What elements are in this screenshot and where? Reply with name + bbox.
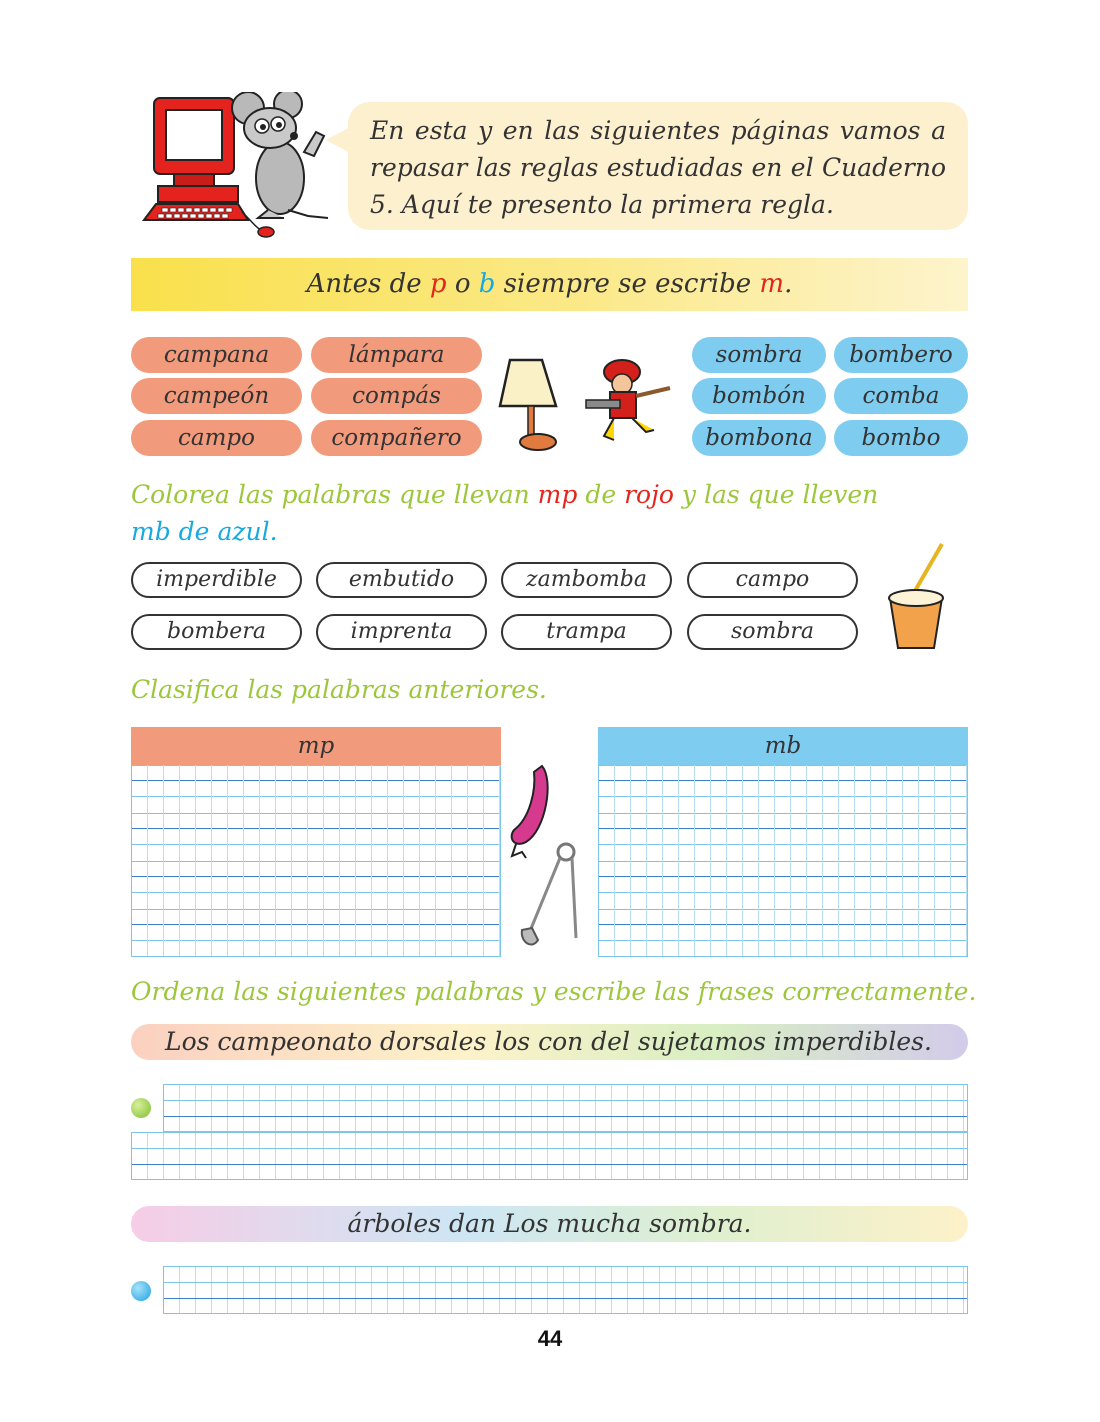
word-to-color[interactable]: bombera [131,614,302,650]
rule-letter-b: b [478,269,496,299]
rule-end: . [784,269,793,299]
mp-word-pill: compañero [311,420,482,456]
safety-pin-icon [518,842,582,952]
mb-word-pill: bombón [692,378,826,414]
instruction-order-words: Ordena las siguientes palabras y escribe las frases correctamente. [131,977,977,1006]
bullet-dot-blue [131,1281,151,1301]
scrambled-sentence-2: árboles dan Los mucha sombra. [131,1206,968,1242]
word-to-color[interactable]: imprenta [316,614,487,650]
mp-word-pill: campana [131,337,302,373]
instruction-text: Colorea las palabras que llevan [131,480,530,509]
drink-cup-icon [882,540,952,654]
instruction-text: y las que lleven [681,480,879,509]
instruction-text: de [585,480,617,509]
instruction-color-words [131,476,951,550]
mb-word-pill: bombo [834,420,968,456]
instruction-azul: azul [217,517,270,546]
word-to-color[interactable]: embutido [316,562,487,598]
mb-word-pill: sombra [692,337,826,373]
instruction-mp: mp [537,480,578,509]
answer-line-1a[interactable] [163,1084,968,1132]
speech-bubble: En esta y en las siguientes páginas vamos a repasar las reglas estudiadas en el Cuaderno 5. Aquí te presento la primera regla. [348,102,968,230]
instruction-rojo: rojo [624,480,674,509]
mb-word-pill: bombona [692,420,826,456]
mb-word-pill: comba [834,378,968,414]
mp-word-pill: lámpara [311,337,482,373]
word-to-color[interactable]: sombra [687,614,858,650]
rule-middle: siempre se escribe [503,269,752,299]
mp-word-pill: compás [311,378,482,414]
mp-word-pill: campo [131,420,302,456]
computer-mouse-illustration [138,92,338,242]
rule-letter-m: m [759,269,785,299]
word-to-color[interactable]: zambomba [501,562,672,598]
word-to-color[interactable]: imperdible [131,562,302,598]
answer-line-2[interactable] [163,1266,968,1314]
table-header-mp: mp [131,727,501,765]
rule-letter-p: p [429,269,447,299]
instruction-end: . [269,517,278,546]
firefighter-icon [582,356,678,446]
answer-line-1b[interactable] [131,1132,968,1180]
rule-before: Antes de [306,269,422,299]
word-to-color[interactable]: trampa [501,614,672,650]
mb-word-pill: bombero [834,337,968,373]
mp-word-pill: campeón [131,378,302,414]
rule-banner [131,258,968,311]
scrambled-sentence-1: Los campeonato dorsales los con del sujetamos imperdibles. [131,1024,968,1060]
rule-o: o [454,269,471,299]
instruction-de: de [178,517,210,546]
table-header-mb: mb [598,727,968,765]
instruction-classify: Clasifica las palabras anteriores. [131,675,547,704]
writing-area-mp[interactable] [131,765,501,957]
word-to-color[interactable]: campo [687,562,858,598]
writing-area-mb[interactable] [598,765,968,957]
page-number: 44 [537,1326,563,1351]
instruction-mb: mb [131,517,171,546]
lamp-icon [498,356,564,454]
bullet-dot-green [131,1098,151,1118]
